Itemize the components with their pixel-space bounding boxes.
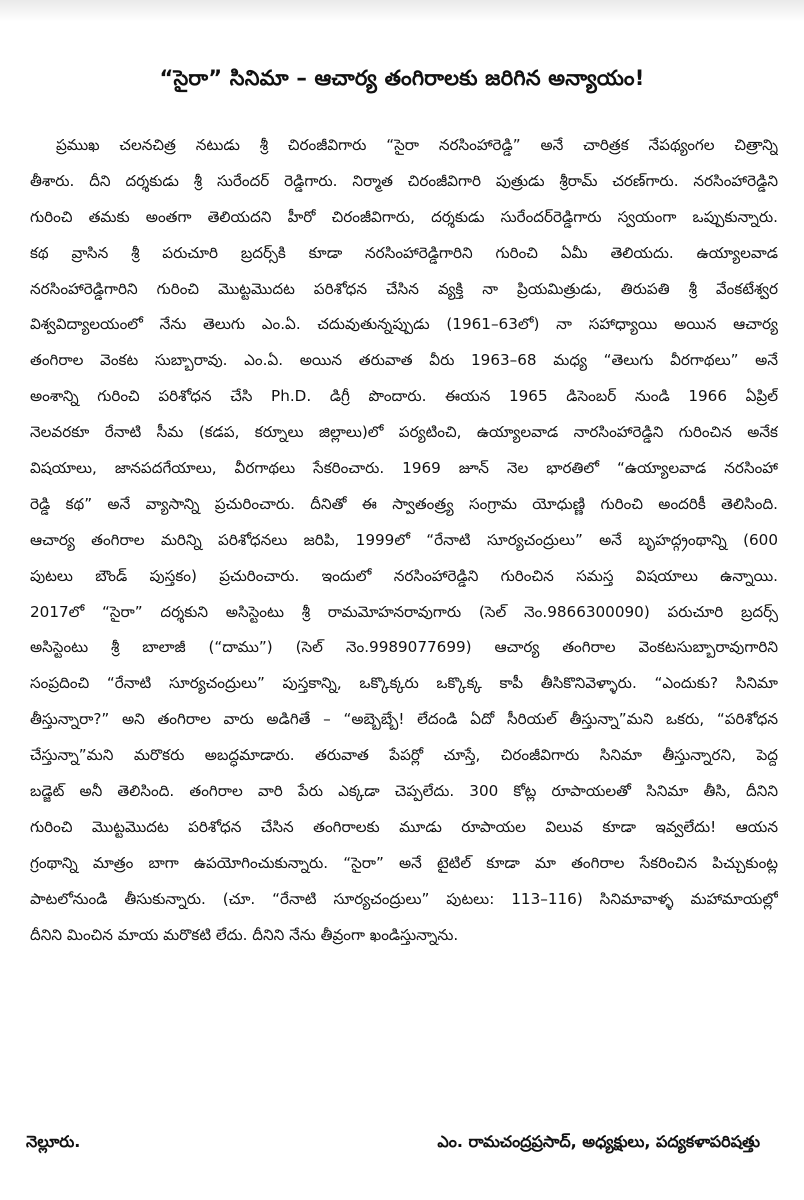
body-line: చేస్తున్నా”మని మరొకరు అబద్ధమాడారు. తరువాత పేపర్లో చూస్తే, చిరంజీవిగారు సినిమా తీస్తున్నారని, పెద్ద <box>30 746 778 765</box>
body-line: గ్రంథాన్ని మాత్రం బాగా ఉపయోగించుకున్నారు. “సైరా” అనే టైటిల్ కూడా మా తంగిరాల సేకరించిన పిచ్చుకుంట్ల <box>30 853 778 872</box>
body-line: గురించి తమకు అంతగా తెలియదని హీరో చిరంజీవిగారు, దర్శకుడు సురేందర్‌రెడ్డిగారు స్వయంగా ఒప్పుకున్నారు. <box>30 207 778 226</box>
body-line: నెలవరకూ రేనాటి సీమ (కడప, కర్నూలు జిల్లాలు)లో పర్యటించి, ఉయ్యాలవాడ నారసింహారెడ్డిని గురించిన అనేక <box>30 423 778 442</box>
body-line: కథ వ్రాసిన శ్రీ పరుచూరి బ్రదర్స్‌కి కూడా నరసింహారెడ్డిగారిని గురించి ఏమీ తెలియదు. ఉయ్యాలవాడ <box>30 243 778 262</box>
body-line: 2017లో “సైరా” దర్శకుని అసిస్టెంటు శ్రీ రామమోహనరావుగారు (సెల్ నెం.9866300090) పరుచూరి బ్రదర్స్ <box>30 602 778 621</box>
body-line: అసిస్టెంటు శ్రీ బాలాజీ (“దాము”) (సెల్ నెం.9989077699) ఆచార్య తంగిరాల వెంకటసుబ్బారావుగారిని <box>30 638 778 657</box>
body-line: అంశాన్ని గురించి పరిశోధన చేసి Ph.D. డిగ్రీ పొందారు. ఈయన 1965 డిసెంబర్ నుండి 1966 ఏప్రిల్ <box>30 387 778 406</box>
body-line: దీనిని మించిన మాయ మరొకటి లేదు. దీనిని నేను తీవ్రంగా ఖండిస్తున్నాను. <box>30 925 459 944</box>
body-line: నరసింహారెడ్డిగారిని గురించి మొట్టమొదట పరిశోధన చేసిన వ్యక్తి నా ప్రియమిత్రుడు, తిరుపతి శ్రీ వేంకటేశ్వర <box>30 279 778 298</box>
body-line: విశ్వవిద్యాలయంలో నేను తెలుగు ఎం.ఏ. చదువుతున్నప్పుడు (1961–63లో) నా సహాధ్యాయి అయిన ఆచార్య <box>30 315 778 334</box>
footer-signature: ఎం. రామచంద్రప్రసాద్, అధ్యక్షులు, పద్యకళాపరిషత్తు <box>437 1132 760 1151</box>
footer-place: నెల్లూరు. <box>26 1132 81 1151</box>
body-line: తీస్తున్నారా?” అని తంగిరాల వారు అడిగితే – “అబ్బెబ్బే! లేదండి ఏదో సీరియల్ తీస్తున్నా”మని ఒకరు, “పరిశోధన <box>30 710 778 729</box>
body-line: రెడ్డి కథ” అనే వ్యాసాన్ని ప్రచురించారు. దీనితో ఈ స్వాతంత్ర్య సంగ్రామ యోధుణ్ణి గురించి అందరికీ తెలిసింది. <box>30 494 778 513</box>
body-line: తంగిరాల వెంకట సుబ్బారావు. ఎం.ఏ. అయిన తరువాత వీరు 1963–68 మధ్య “తెలుగు వీరగాథలు” అనే <box>30 351 778 370</box>
body-line: ఆచార్య తంగిరాల మరిన్ని పరిశోధనలు జరిపి, 1999లో “రేనాటి సూర్యచంద్రులు” అనే బృహద్గ్రంథాన్ని (600 <box>30 530 778 549</box>
body-line: సంప్రదించి “రేనాటి సూర్యచంద్రులు” పుస్తకాన్ని, ఒక్కొక్కరు ఒక్కొక్క కాపీ తీసికొనివెళ్ళారు. “ఎందుకు? సినిమా <box>30 674 778 693</box>
body-line: తీశారు. దీని దర్శకుడు శ్రీ సురేందర్ రెడ్డిగారు. నిర్మాత చిరంజీవిగారి పుత్రుడు శ్రీరామ్ చరణ్‌గారు. నరసింహారెడ్డిని <box>30 171 778 190</box>
article-title: “సైరా” సినిమా – ఆచార్య తంగిరాలకు జరిగిన అన్యాయం! <box>159 66 645 90</box>
scan-shadow <box>0 0 804 22</box>
body-line: విషయాలు, జానపదగేయాలు, వీరగాథలు సేకరించారు. 1969 జూన్ నెల భారతిలో “ఉయ్యాలవాడ నరసింహా <box>30 459 778 478</box>
document-footer <box>26 1132 760 1162</box>
body-line: పుటలు బౌండ్ పుస్తకం) ప్రచురించారు. ఇందులో నరసింహారెడ్డిని గురించిన సమస్త విషయాలు ఉన్నాయి. <box>30 566 778 585</box>
article-body <box>30 128 778 953</box>
body-line: ప్రముఖ చలనచిత్ర నటుడు శ్రీ చిరంజీవిగారు “సైరా నరసింహారెడ్డి” అనే చారిత్రక నేపథ్యంగల చిత్రాన్ని <box>56 136 778 154</box>
body-line: బడ్జెట్ అనీ తెలిసింది. తంగిరాల వారి పేరు ఎక్కడా చెప్పలేదు. 300 కోట్ల రూపాయలతో సినిమా తీసి, దీనిని <box>30 782 778 801</box>
body-line: గురించి మొట్టమొదట పరిశోధన చేసిన తంగిరాలకు మూడు రూపాయల విలువ కూడా ఇవ్వలేదు! ఆయన <box>30 817 778 836</box>
body-line: పాటలోనుండి తీసుకున్నారు. (చూ. “రేనాటి సూర్యచంద్రులు” పుటలు: 113–116) సినిమావాళ్ళ మహామాయల్లో <box>30 889 778 908</box>
